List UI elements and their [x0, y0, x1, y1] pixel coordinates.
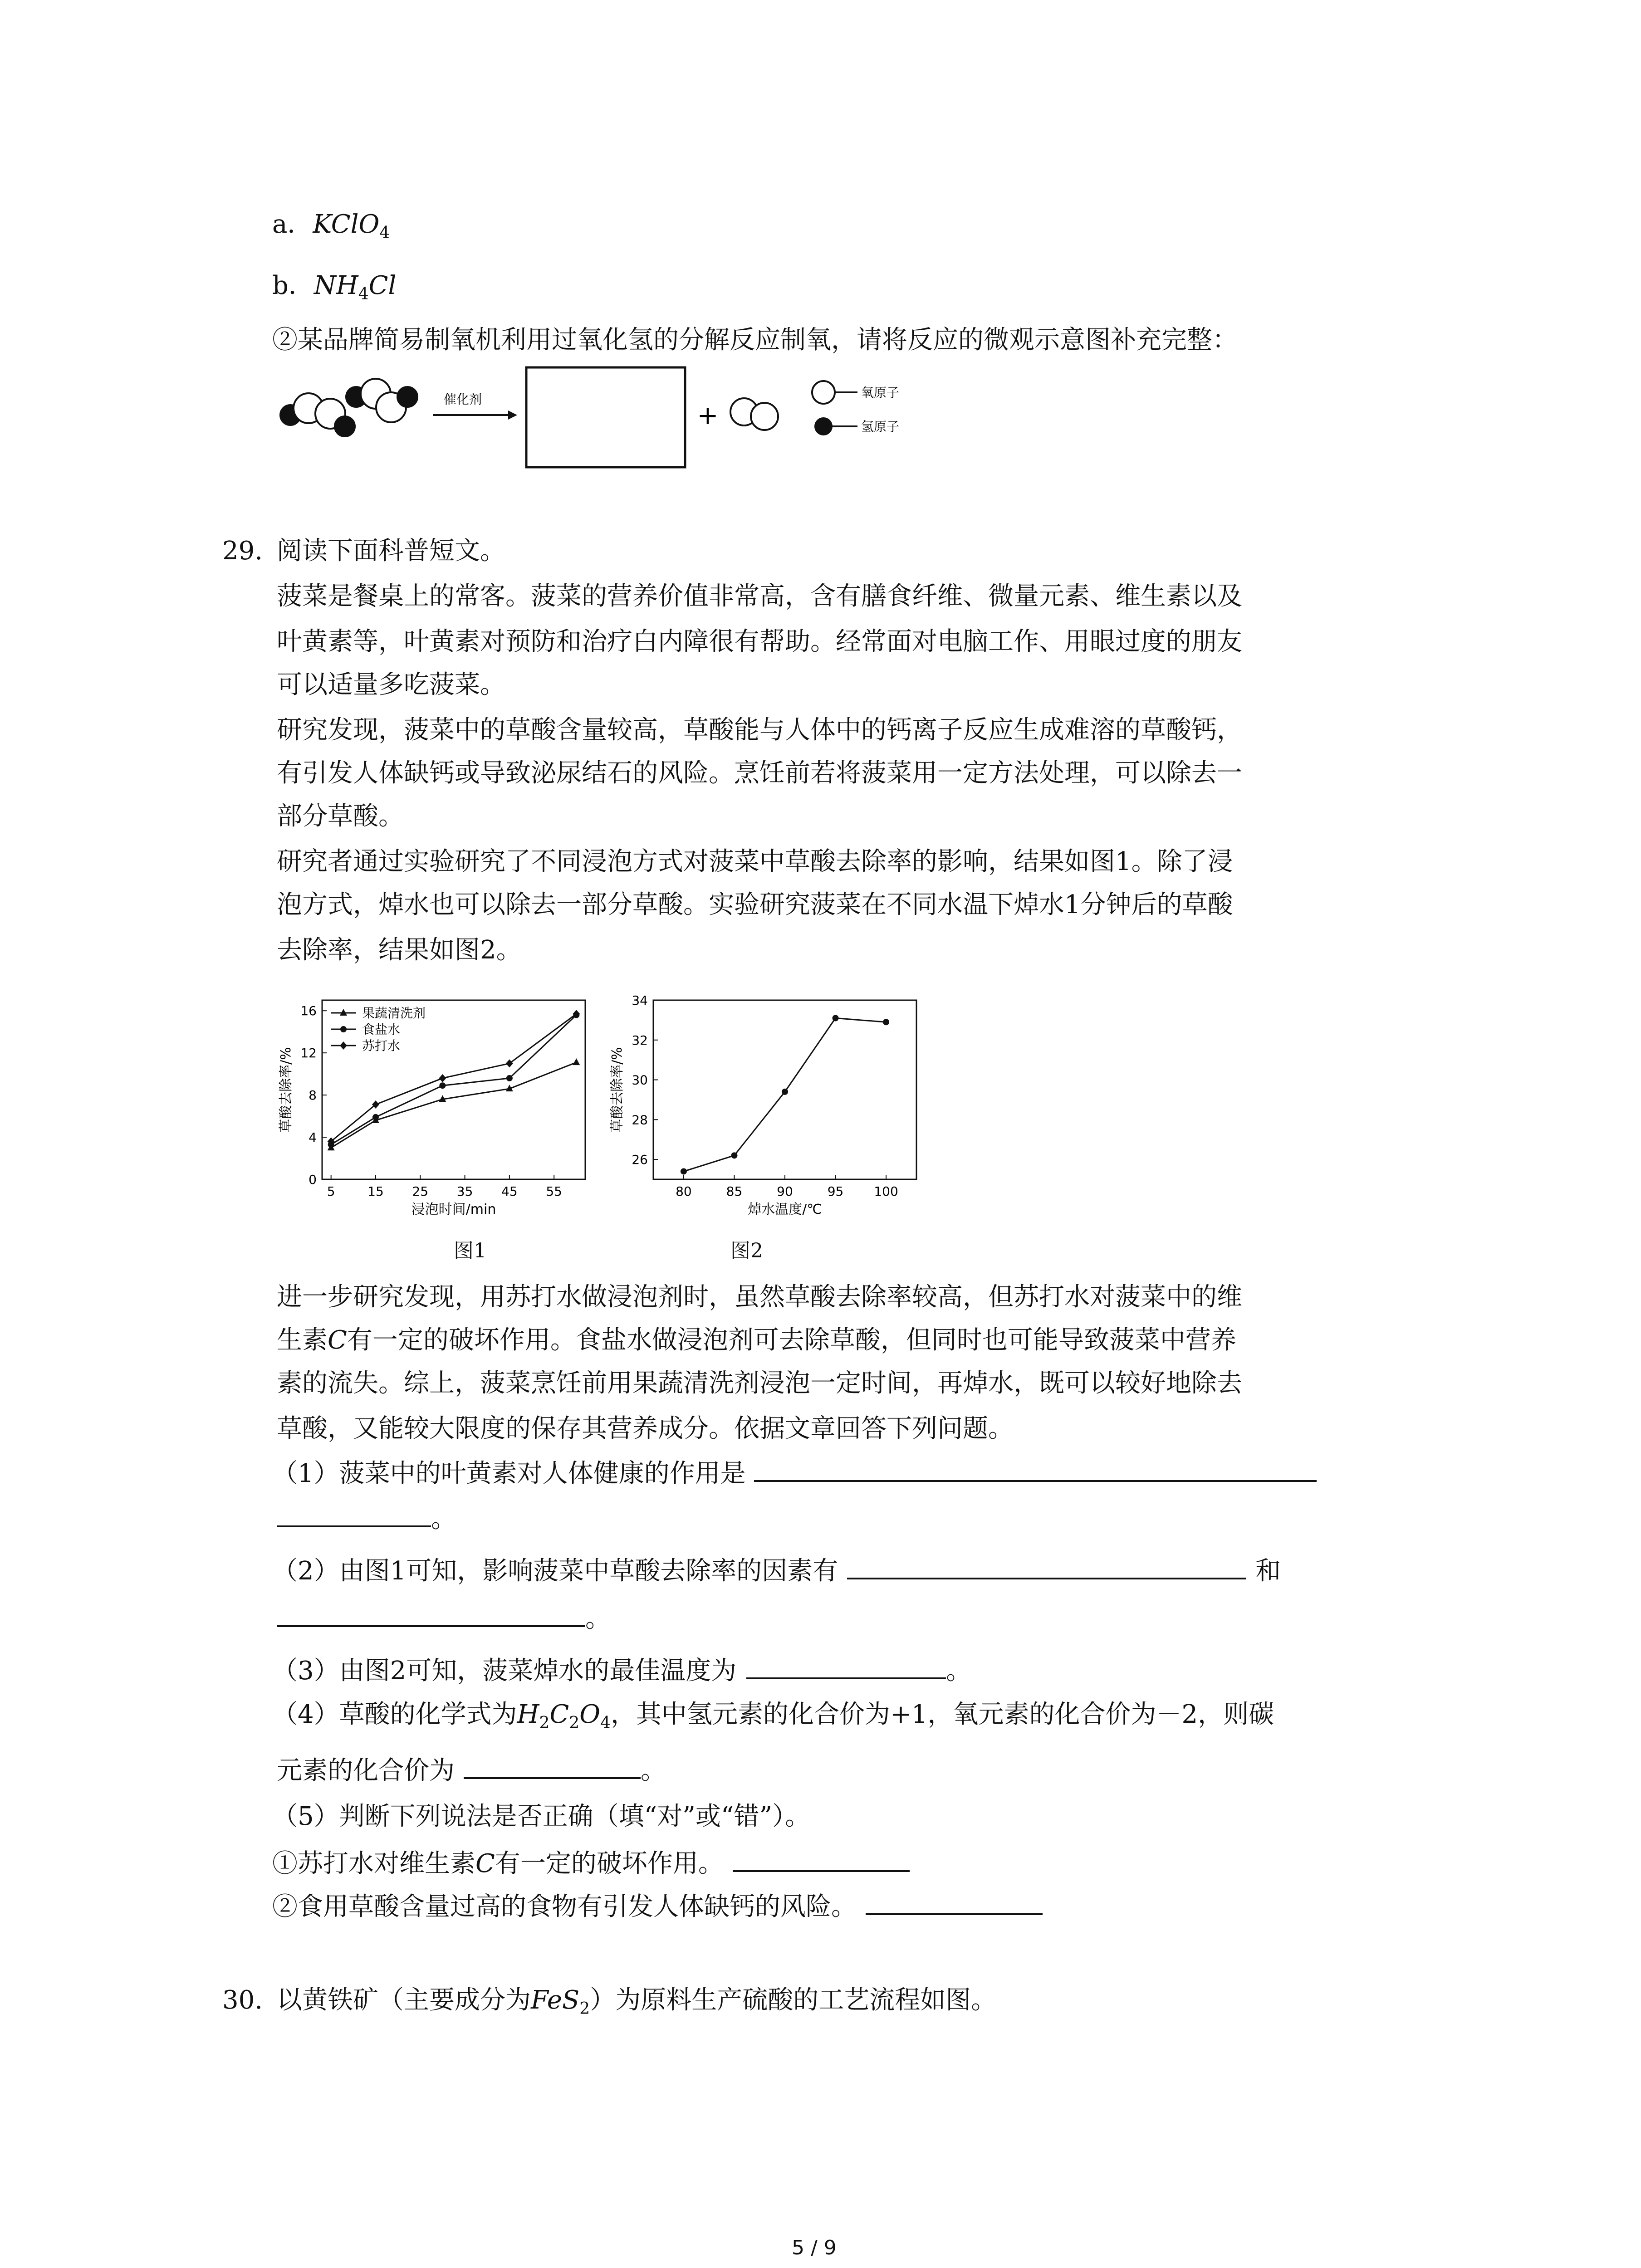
y-tick-label: 4 [309, 1130, 317, 1145]
q29-sub5: （5）判断下列说法是否正确（填“对”或“错”）。 [272, 1802, 811, 1831]
legend-label: 苏打水 [362, 1038, 401, 1053]
q29-para3-line1: 研究者通过实验研究了不同浸泡方式对菠菜中草酸去除率的影响，结果如图1。除了浸 [277, 847, 1233, 876]
legend-marker [340, 1026, 347, 1032]
reactant-molecules [280, 379, 417, 436]
y-tick-label: 16 [300, 1003, 317, 1019]
data-point [782, 1089, 788, 1095]
q29-sub4-cont: 元素的化合价为 。 [277, 1751, 666, 1789]
q29-para3-line2: 泡方式，焯水也可以除去一部分草酸。实验研究菠菜在不同水温下焯水1分钟后的草酸 [277, 890, 1233, 919]
q30-text: 以黄铁矿（主要成分为FeS$_2$）为原料生产硫酸的工艺流程如图。 [277, 1985, 997, 2018]
q29-sub1: （1）菠菜中的叶黄素对人体健康的作用是 [272, 1454, 1317, 1492]
data-point [372, 1114, 379, 1120]
q29-sub2-cont: 。 [277, 1599, 611, 1637]
product-oxygen-molecule [730, 398, 778, 430]
q29-para1-line2: 叶黄素等，叶黄素对预防和治疗白内障很有帮助。经常面对电脑工作、用眼过度的朋友 [277, 627, 1242, 656]
legend-oxygen: 氧原子 [861, 385, 900, 400]
catalyst-label: 催化剂 [443, 392, 482, 407]
q29-sub4: （4）草酸的化学式为$H_2C_2O_4$，其中氢元素的化合价为+1，氧元素的化合价为－2，则碳 [272, 1700, 1274, 1732]
q29-para2-line3: 部分草酸。 [277, 802, 404, 831]
q29-para4-line4: 草酸，又能较大限度的保存其营养成分。依据文章回答下列问题。 [277, 1414, 1014, 1443]
y-tick-label: 30 [632, 1072, 648, 1088]
option-b: b．$NH_4Cl$ [272, 271, 397, 303]
x-tick-label: 45 [501, 1184, 518, 1199]
x-tick-label: 55 [546, 1184, 563, 1199]
x-axis-label: 焯水温度/℃ [748, 1202, 822, 1217]
chart-figure-1 [272, 980, 617, 1234]
data-point [681, 1168, 687, 1174]
q29-para4-line1: 进一步研究发现，用苏打水做浸泡剂时，虽然草酸去除率较高，但苏打水对菠菜中的维 [277, 1282, 1242, 1312]
plot-frame [322, 1000, 585, 1179]
q29-para1-line3: 可以适量多吃菠菜。 [277, 670, 505, 699]
y-tick-label: 32 [632, 1032, 648, 1048]
y-tick-label: 26 [632, 1152, 648, 1168]
q29-sub5-item2: ②食用草酸含量过高的食物有引发人体缺钙的风险。 [272, 1887, 1043, 1925]
q29-sub3: （3）由图2可知，菠菜焯水的最佳温度为 。 [272, 1651, 971, 1689]
x-tick-label: 100 [874, 1184, 898, 1199]
q28-part2-text: ②某品牌简易制氧机利用过氧化氢的分解反应制氧，请将反应的微观示意图补充完整： [272, 325, 1238, 355]
x-tick-label: 15 [367, 1184, 384, 1199]
oxygen-atom-icon [812, 381, 835, 404]
q29-sub1-cont: 。 [277, 1499, 456, 1537]
answer-blank-2a[interactable] [847, 1551, 1246, 1579]
x-tick-label: 25 [412, 1184, 429, 1199]
q30-number: 30. [222, 1985, 263, 2015]
answer-blank-5b[interactable] [866, 1887, 1043, 1915]
answer-blank-4[interactable] [464, 1751, 641, 1779]
data-point [883, 1019, 889, 1025]
page-number: 5 / 9 [792, 2236, 837, 2259]
figure-1-caption: 图1 [454, 1239, 486, 1262]
plus-sign: + [697, 401, 719, 430]
reaction-diagram [272, 358, 953, 476]
q29-para2-line1: 研究发现，菠菜中的草酸含量较高，草酸能与人体中的钙离子反应生成难溶的草酸钙， [277, 715, 1242, 745]
legend-label: 果蔬清洗剂 [362, 1006, 426, 1021]
y-axis-label: 草酸去除率/% [609, 1047, 625, 1133]
hydrogen-atom-icon [815, 418, 832, 435]
y-axis-label: 草酸去除率/% [278, 1047, 294, 1133]
answer-blank-2b[interactable] [277, 1599, 585, 1627]
x-tick-label: 85 [726, 1184, 743, 1199]
legend-marker [340, 1041, 347, 1050]
y-tick-label: 12 [300, 1046, 317, 1061]
x-tick-label: 80 [676, 1184, 692, 1199]
data-point [506, 1059, 513, 1067]
x-tick-label: 90 [777, 1184, 793, 1199]
data-point [439, 1082, 446, 1089]
data-point [833, 1015, 839, 1022]
data-point [573, 1058, 580, 1065]
q29-sub2: （2）由图1可知，影响菠菜中草酸去除率的因素有 和 [272, 1551, 1281, 1589]
q29-para4-line3: 素的流失。综上，菠菜烹饪前用果蔬清洗剂浸泡一定时间，再焯水，既可以较好地除去 [277, 1369, 1242, 1398]
x-tick-label: 95 [827, 1184, 844, 1199]
q29-para3-line3: 去除率，结果如图2。 [277, 935, 522, 965]
data-point [439, 1074, 446, 1082]
q29-title: 阅读下面科普短文。 [277, 536, 505, 566]
q29-para1-line1: 菠菜是餐桌上的常客。菠菜的营养价值非常高，含有膳食纤维、微量元素、维生素以及 [277, 582, 1242, 611]
answer-box[interactable] [526, 367, 685, 467]
data-point [731, 1152, 737, 1158]
answer-blank-3[interactable] [746, 1651, 946, 1679]
arrow-head-icon [508, 411, 517, 420]
answer-blank-1b[interactable] [277, 1499, 431, 1527]
chart-figure-2 [603, 980, 948, 1234]
q29-sub5-item1: ①苏打水对维生素C有一定的破坏作用。 [272, 1844, 910, 1882]
q29-para4-line2: 生素C有一定的破坏作用。食盐水做浸泡剂可去除草酸，但同时也可能导致菠菜中营养 [277, 1325, 1236, 1355]
y-tick-label: 0 [309, 1172, 317, 1187]
option-a: a．KClO$_4$ [272, 210, 390, 242]
legend-hydrogen: 氢原子 [861, 419, 900, 434]
answer-blank-1a[interactable] [754, 1454, 1317, 1482]
q29-para2-line2: 有引发人体缺钙或导致泌尿结石的风险。烹饪前若将菠菜用一定方法处理，可以除去一 [277, 758, 1242, 788]
legend-label: 食盐水 [362, 1022, 401, 1037]
q29-number: 29. [222, 536, 263, 566]
data-point [506, 1075, 513, 1081]
y-tick-label: 8 [309, 1088, 317, 1103]
legend [812, 381, 857, 435]
answer-blank-5a[interactable] [733, 1844, 910, 1872]
x-axis-label: 浸泡时间/min [411, 1202, 496, 1217]
y-tick-label: 34 [632, 993, 648, 1008]
x-tick-label: 35 [456, 1184, 473, 1199]
y-tick-label: 28 [632, 1112, 648, 1128]
figure-2-caption: 图2 [730, 1239, 763, 1262]
x-tick-label: 5 [327, 1184, 335, 1199]
